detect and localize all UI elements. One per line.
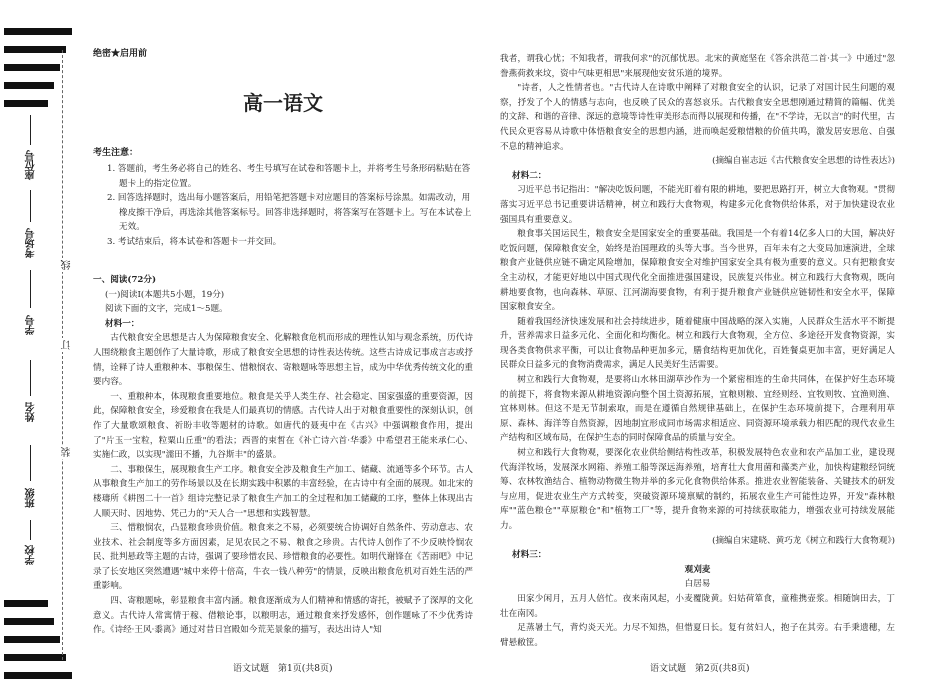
poem-title: 观刈麦 bbox=[684, 564, 711, 575]
binding-bar bbox=[4, 100, 48, 107]
field-line bbox=[30, 270, 31, 308]
binding-bar bbox=[4, 600, 48, 607]
paragraph: 二、事粮保生，展现粮食生产工序。粮食安全涉及粮食生产加工、储藏、流通等多个环节。古人从事粮食生产加工的劳作场景以及在长期实践中积累的丰富经验，在古诗中有全面的展现。如北宋的楼璹所《耕图二十一首》组诗完整记录了粮食生产加工的全过程和加工储藏的工序，整体上体现出古人顺天时、因地势、凭己力的"天人合一"思想和实践智慧。 bbox=[93, 464, 473, 519]
subsection-heading: (一)阅读Ⅰ(本题共5小题，19分) bbox=[105, 289, 225, 300]
notes-list bbox=[107, 162, 473, 250]
binding-bar bbox=[4, 46, 66, 53]
exam-page-1 bbox=[93, 0, 473, 688]
cut-mark-line: 线 bbox=[62, 260, 73, 270]
field-seat-label: 座位号 bbox=[26, 150, 37, 180]
paragraph: 树立和践行大食物观，是要将山水林田湖草沙作为一个紧密相连的生命共同体，在保护好生态环境的前提下，将食物来源从耕地资源向整个国土资源拓展，宜粮则粮、宜经则经、宜牧则牧、宜渔则渔、宜林则林。但这不是无节制索取，而是在遵循自然规律基础上，在保护生态环境前提下，合理利用草原、森林、海洋等自然资源，因地制宜形成同市场需求相适应、同资源环境承载力相匹配的现代农业生产结构和区域布局，在保护生态的同时保障食品的质量与安全。 bbox=[500, 375, 895, 444]
paragraph: 古代粮食安全思想是古人为保障粮食安全、化解粮食危机而形成的理性认知与观念系统，历代诗人围绕粮食主题创作了大量诗歌，形成了粮食安全思想的诗性表达传统。这些古诗成记事成言志或抒情，诠释了诗人重粮种本、事粮保生、惜粮悯农、寄粮题咏等思想主旨，成为中华优秀传统文化的重要内容。 bbox=[93, 333, 473, 388]
page-footer: 语文试题 第2页(共8页) bbox=[650, 664, 750, 674]
binding-bar bbox=[4, 654, 66, 661]
poem-line: 足蒸暑土气，背灼炎天光。力尽不知热，但惜夏日长。复有贫妇人，抱子在其旁。右手秉遗穗，左臂悬敝筐。 bbox=[500, 623, 895, 648]
notes-heading: 考生注意： bbox=[93, 148, 139, 158]
paragraph: 四、寄粮题咏，彰显粮食丰富内涵。粮食逐渐成为人们精神和情感的寄托，被赋予了深厚的文化意义。古代诗人常寓情于稼、借粮论事，以粮明志，通过粮食来抒发感怀，创作题咏了不少优秀诗作。《诗经·王风·黍离》通过对昔日宫殿如今荒芜景象的描写，表达出诗人"知 bbox=[93, 596, 473, 636]
source-citation: (摘编自宋建晓、黄巧龙《树立和践行大食物观》) bbox=[712, 535, 895, 546]
material-label: 材料一： bbox=[105, 318, 140, 329]
material-label: 材料三： bbox=[512, 550, 547, 561]
poem-line: 田家少闲月，五月人倍忙。夜来南风起，小麦覆陇黄。妇姑荷箪食，童稚携壶浆。相随饷田去，丁壮在南冈。 bbox=[500, 593, 895, 619]
field-room-label: 考场号 bbox=[26, 228, 37, 258]
source-citation: (摘编自崔志远《古代粮食安全思想的诗性表达》) bbox=[712, 156, 895, 167]
paragraph: 习近平总书记指出："解决吃饭问题，不能光盯着有限的耕地，要把思路打开，树立大食物观。"贯彻落实习近平总书记重要讲话精神，树立和践行大食物观，构建多元化食物供给体系，对于加快建设农业强国具有重要意义。 bbox=[500, 185, 895, 225]
binding-bar bbox=[4, 636, 60, 643]
field-line bbox=[30, 115, 31, 145]
paragraph: 树立和践行大食物观，要深化农业供给侧结构性改革，积极发展特色农业和农产品加工业，建设现代海洋牧场，发展深水网箱、养殖工船等深远海养殖，培育壮大食用菌和藻类产业，加快构建粮经饲统筹、农林牧渔结合、植物动物微生物并举的多元化食物供给体系。推进农业智能装备、关键技术的研发与应用，促进农业生产方式转变，突破资源环境禀赋的制约，拓展农业生产可能性边界，开发"森林粮库""蓝色粮仓""草原粮仓"和"植物工厂"等，提升食物来源的可持续获取能力，增强农业可持续发展能力。 bbox=[500, 448, 895, 531]
binding-bar bbox=[4, 82, 54, 89]
note-item: 3. 考试结束后，将本试卷和答题卡一并交回。 bbox=[107, 236, 282, 247]
binding-bar bbox=[4, 28, 72, 35]
reading-section bbox=[93, 273, 473, 638]
confidential-mark: 绝密★启用前 bbox=[93, 49, 148, 59]
cut-mark-bind: 订 bbox=[62, 340, 73, 350]
poem-author: 白居易 bbox=[684, 579, 711, 590]
field-name-label: 姓名 bbox=[26, 402, 37, 422]
page-title: 高一语文 bbox=[243, 91, 323, 115]
exam-page-2 bbox=[500, 0, 895, 688]
field-line bbox=[30, 190, 31, 222]
paragraph: "诗者，人之性情者也。"古代诗人在诗歌中阐释了对粮食安全的认识，记录了对国计民生问题的观察，抒发了个人的情感与志向，也反映了民众的喜怒哀乐。古代粮食安全思想刚通过精简的篇幅、优美的文辞、和谐的音律、深远的意境等诗性审美形态而得以展现和传播，在"不学诗，无以言"的时代里，古代民众更容易从诗歌中体悟粮食安全的思想内涵，进而唤起爱粮惜粮的价值共鸣，激发居安思危、自强不息的精神追求。 bbox=[500, 83, 895, 152]
page-footer: 语文试题 第1页(共8页) bbox=[233, 664, 333, 674]
section-heading: 一、阅读(72分) bbox=[93, 275, 157, 285]
paragraph: 一、重粮种本，体现粮食重要地位。粮食是关乎人类生存、社会稳定、国家强盛的重要资源，因此，保障粮食安全，珍爱粮食在我是人们最真切的情感。古代诗人出于对粮食重要性的深刻认识，创作了大量歌颂粮食、祈盼丰收等题材的诗歌。如唐代的聂夷中在《古兴》中强调粮食作用，提出了"片玉一宝粒，粒粟山丘重"的看法；西晋的束皙在《补亡诗六首·华黍》中希望君王能来承仁心、实施仁政，以实现"濡田不播，九谷斯丰"的盛景。 bbox=[93, 391, 473, 461]
note-item: 1. 答题前，考生务必将自己的姓名、考生号填写在试卷和答题卡上，并将考生号条形码粘贴在答题卡上的指定位置。 bbox=[107, 164, 471, 189]
binding-margin bbox=[0, 0, 72, 688]
paragraph: 我者，谓我心忧；不知我者，谓我何求"的沉郁忧思。北宋的黄庭坚在《答余洪范二首·其一》中通过"忽誊燕荷救来坟，资中气味更相思"来展现他安贫乐道的境界。 bbox=[500, 54, 895, 79]
binding-bar bbox=[4, 672, 72, 679]
field-id-label: 学号 bbox=[26, 315, 37, 335]
field-line bbox=[30, 445, 31, 481]
field-school-label: 学校 bbox=[26, 545, 37, 565]
material-label: 材料二： bbox=[512, 170, 547, 181]
paragraph: 随着我国经济快速发展和社会持续进步，随着健康中国战略的深入实施，人民群众生活水平不断提升，营养需求日益多元化、全面化和均衡化。树立和践行大食物观，全方位、多途径开发食物资源，实现各类食物供求平衡，可以让食物品种更加多元，膳食结构更加优化，百姓餐桌更加丰富，更好满足人民群众日益多元的食物消费需求，满足人民美好生活需要。 bbox=[500, 316, 895, 371]
page2-content bbox=[500, 52, 895, 650]
note-item: 2. 回答选择题时，选出每小题答案后，用铅笔把答题卡对应题目的答案标号涂黑。如需改动，用橡皮擦干净后，再选涂其他答案标号。回答非选择题时，将答案写在答题卡上。写在本试卷上无效。 bbox=[107, 193, 472, 233]
binding-bar bbox=[4, 64, 60, 71]
field-line bbox=[30, 360, 31, 396]
binding-bar bbox=[4, 618, 54, 625]
instruction: 阅读下面的文字，完成1～5题。 bbox=[105, 304, 228, 315]
paragraph: 粮食事关国运民生，粮食安全是国家安全的重要基础。我国是一个有着14亿多人口的大国，解决好吃饭问题，保障粮食安全，始终是治国理政的头等大事。当今世界，百年未有之大变局加速演进，全球粮食产业链供应链不确定风险增加，保障粮食安全对维护国家安全具有极为重要的意义。只有把粮食安全主动权，才能更好地以中国式现代化全面推进强国建设，民族复兴伟业。树立和践行大食物观，既向耕地要食物，也向森林、草原、江河湖海要食物，有利于提升粮食产业链供应链韧性和安全水平，保障国家粮食安全。 bbox=[500, 229, 895, 313]
field-line bbox=[30, 520, 31, 540]
cut-mark-install: 装 bbox=[62, 447, 73, 457]
field-class-label: 班级 bbox=[26, 488, 37, 508]
paragraph: 三、惜粮悯农，凸显粮食珍贵价值。粮食来之不易，必须要统合协调好自然条件、劳动意志、农业技术、社会制度等多方面因素，足见农民之不易、粮食之珍贵。古代诗人创作了不少反映怜悯农民、批判悬政等主题的古诗，强调了要珍惜农民、珍惜粮食的必要性。如明代谢锋在《苦雨吧》中记录了长安地区突然遭遇"城中来停十倍高，牛衣一钱八种劳"的情景，反映出粮食危机对百姓生活的严重影响。 bbox=[93, 523, 473, 592]
cut-line bbox=[62, 50, 64, 660]
